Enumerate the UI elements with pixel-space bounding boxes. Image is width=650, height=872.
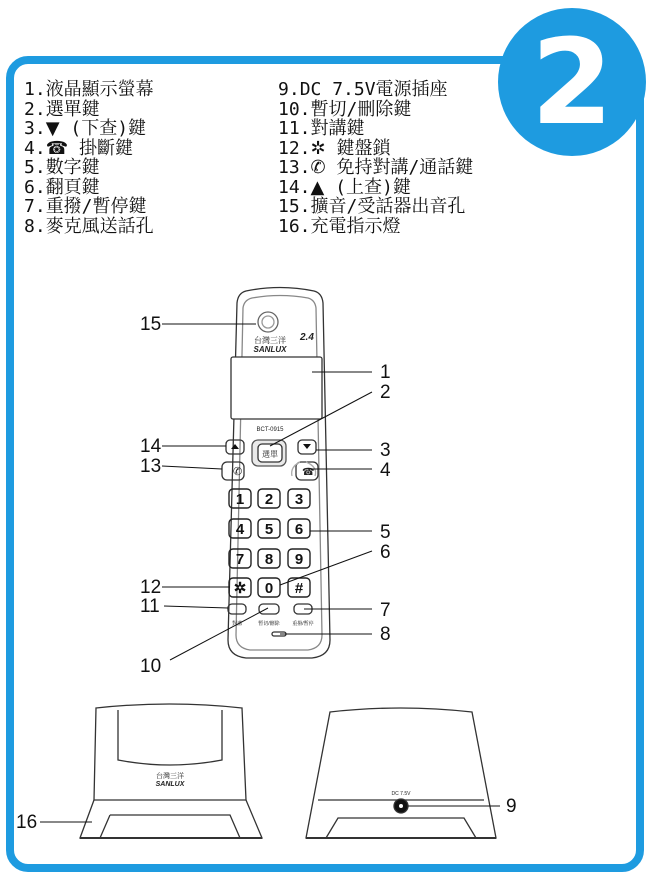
hash-key: # [294, 580, 304, 597]
callout-6: 6 [380, 542, 391, 563]
handset-brand-cn: 台灣三洋 [254, 336, 286, 345]
digit-key: 0 [264, 580, 274, 597]
dc-label: DC 7.5V [391, 791, 411, 797]
keypad-lock-icon: ✲ [310, 137, 326, 159]
legend-item: 10.暫切/刪除鍵 [278, 98, 412, 120]
hang-up-icon: ☎ [45, 137, 69, 159]
digit-key: 7 [235, 551, 245, 568]
legend-item: 1.液晶顯示螢幕 [24, 79, 154, 100]
legend-item: 13.✆ 免持對講/通話鍵 [278, 157, 474, 178]
hangup-icon: ☎ [302, 467, 315, 478]
handset-ghz-badge: 2.4 [300, 332, 314, 343]
up-arrow-icon: ▲ [310, 176, 325, 198]
callout-11: 11 [140, 596, 160, 617]
legend-item: 15.擴音/受話器出音孔 [278, 196, 466, 217]
handsfree-icon: ✆ [233, 466, 243, 478]
digit-key: 6 [294, 521, 304, 538]
legend-item: 5.數字鍵 [24, 157, 100, 178]
intercom-key-label: 對講 [231, 621, 243, 627]
legend-item: 2.選單鍵 [24, 98, 100, 120]
callout-13: 13 [140, 456, 162, 477]
star-key: ✲ [233, 580, 247, 597]
callout-16: 16 [16, 812, 38, 833]
digit-key: 2 [264, 491, 274, 508]
callout-9: 9 [506, 796, 517, 817]
down-arrow-icon: ▼ [45, 118, 60, 139]
legend-item: 4.☎ 掛斷鍵 [24, 137, 133, 159]
callout-12: 12 [140, 577, 162, 598]
handsfree-icon: ✆ [310, 157, 326, 178]
digit-key: 3 [294, 491, 304, 508]
charger-back [306, 708, 496, 838]
callout-5: 5 [380, 522, 391, 543]
callout-7: 7 [380, 600, 391, 621]
legend-item: 7.重撥/暫停鍵 [24, 196, 147, 217]
callout-4: 4 [380, 460, 391, 481]
charger-front [80, 704, 262, 838]
callout-10: 10 [140, 656, 162, 677]
redial-key-label: 重撥/暫停 [292, 621, 314, 627]
digit-key: 4 [235, 521, 245, 538]
menu-key-label: 選單 [262, 450, 278, 459]
legend-item: 11.對講鍵 [278, 118, 365, 139]
digit-key: 1 [235, 491, 245, 508]
callout-3: 3 [380, 440, 391, 461]
legend-item: 6.翻頁鍵 [24, 176, 100, 198]
charger-brand-cn: 台灣三洋 [156, 773, 184, 780]
lcd-screen [231, 357, 322, 419]
legend-item: 9.DC 7.5V電源插座 [278, 79, 448, 100]
callout-2: 2 [380, 382, 391, 403]
legend-item: 3.▼ (下查)鍵 [24, 118, 147, 139]
handset-brand-en: SANLUX [253, 345, 287, 354]
digit-key: 9 [294, 551, 304, 568]
callout-8: 8 [380, 624, 391, 645]
legend-item: 8.麥克風送話孔 [24, 215, 154, 237]
legend-item: 14.▲ (上查)鍵 [278, 176, 411, 198]
legend-item: 12.✲ 鍵盤鎖 [278, 137, 391, 159]
charger-brand-en: SANLUX [155, 781, 185, 788]
handset-model: BCT-0915 [256, 427, 284, 433]
digit-key: 8 [264, 551, 274, 568]
step-number: 2 [530, 13, 614, 151]
mute-key-label: 暫切/刪除 [258, 621, 280, 627]
callout-14: 14 [140, 436, 162, 457]
digit-key: 5 [264, 521, 274, 538]
callout-15: 15 [140, 314, 162, 335]
legend-item: 16.充電指示燈 [278, 215, 401, 237]
callout-1: 1 [380, 362, 391, 383]
